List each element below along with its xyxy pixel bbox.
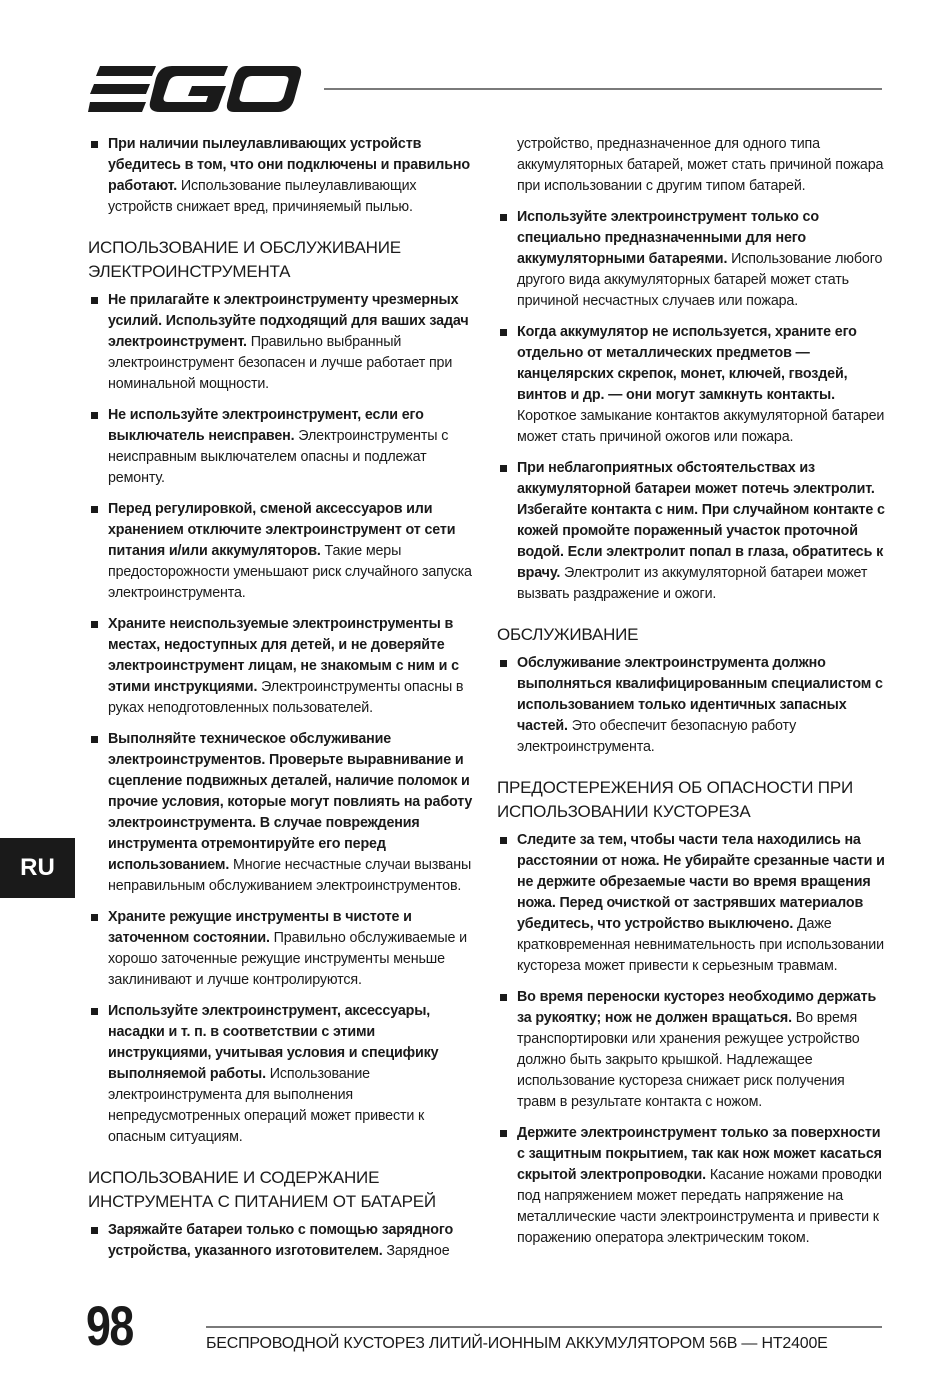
footer-title: БЕСПРОВОДНОЙ КУСТОРЕЗ ЛИТИЙ-ИОННЫМ АККУМУЛЯТОРОМ 56В — HT2400E [206,1335,828,1352]
list-item [497,458,885,605]
footer-rule [206,1326,882,1328]
bullet-square-icon [91,621,98,628]
bullet-square-icon [500,1130,507,1137]
list-item [88,614,474,719]
section-heading: ОБСЛУЖИВАНИЕ [497,625,639,644]
item-text: Короткое замыкание контактов аккумуляторной батареи может стать причиной ожогов или пожара. [517,408,885,445]
bullet-square-icon [91,297,98,304]
list-item [88,405,474,489]
list-item [497,1123,885,1249]
bullet-square-icon [500,214,507,221]
bullet-square-icon [500,837,507,844]
item-bold-text: Не прилагайте к электроинструменту чрезмерных усилий. Используйте подходящий для ваших задач электроинструмент. [108,292,469,350]
item-text: Даже кратковременная невнимательность при использовании кустореза может привести к серьезным травмам. [517,916,884,974]
section-heading: ИСПОЛЬЗОВАНИЕ И СОДЕРЖАНИЕ ИНСТРУМЕНТА С ПИТАНИЕМ ОТ БАТАРЕЙ [88,1168,436,1211]
list-item [497,322,885,448]
item-text: Использование любого другого вида аккумуляторных батарей может стать причиной несчастных случаев или пожара. [517,251,883,309]
item-bold-text: Перед регулировкой, сменой аксессуаров или хранением отключите электроинструмент от сети питания и/или аккумуляторов. [108,501,456,559]
bullet-square-icon [91,141,98,148]
bullet-square-icon [91,412,98,419]
left-column [88,134,474,1272]
list-item [88,290,474,395]
list-item [88,729,474,897]
item-bold-text: Держите электроинструмент только за поверхности с защитным покрытием, так как нож может касаться скрытой электропроводки. [517,1125,882,1183]
item-bold-text: Используйте электроинструмент, аксессуары, насадки и т. п. в соответствии с этими инструкциями, учитывая условия и специфику выполняемой работы. [108,1003,439,1082]
bullet-square-icon [500,994,507,1001]
item-bold-text: Храните неиспользуемые электроинструменты в местах, недоступных для детей, и не доверяйте электроинструмент лицам, не знакомым с ним и с этими инструкциями. [108,616,459,695]
item-bold-text: Следите за тем, чтобы части тела находились на расстоянии от ножа. Не убирайте срезанные части и не держите обрезаемые части во время вращения ножа. Перед очисткой от застрявших материалов убедитесь, что устройство выключено. [517,832,885,932]
item-text: Использование электроинструмента для выполнения непредусмотренных операций может привести к опасным ситуациям. [108,1066,425,1145]
item-bold-text: Используйте электроинструмент только со специально предназначенными для него аккумуляторными батареями. [517,209,819,267]
item-text: Зарядное [382,1243,450,1259]
language-tab [0,838,75,898]
item-text: Многие несчастные случаи вызваны неправильным обслуживанием электроинструментов. [108,857,472,894]
item-text: Правильно обслуживаемые и хорошо заточенные режущие инструменты меньше заклинивают и лучше контролируются. [108,930,467,988]
item-text: Касание ножами проводки под напряжением может передать напряжение на металлические части электроинструмента и привести к поражению оператора электрическим током. [517,1167,882,1246]
item-bold-text: Во время переноски кусторез необходимо держать за рукоятку; нож не должен вращаться. [517,989,877,1026]
item-text: Во время транспортировки или хранения режущее устройство должно быть закрыто крышкой. Надлежащее использование кустореза снижает риск получения травм в результате контакта с ножом. [517,1010,860,1110]
bullet-square-icon [500,465,507,472]
bullet-square-icon [500,660,507,667]
right-column [497,134,885,1259]
item-text: Использование пылеулавливающих устройств снижает вред, причиняемый пылью. [108,178,417,215]
item-bold-text: Когда аккумулятор не используется, храните его отдельно от металлических предметов — канцелярских скрепок, монет, ключей, гвоздей, винтов и др. — они могут замкнуть контакты. [517,324,857,403]
item-text: Это обеспечит безопасную работу электроинструмента. [517,718,797,755]
bullet-square-icon [91,914,98,921]
item-text: Правильно выбранный электроинструмент безопасен и лучше работает при номинальной мощности. [108,334,453,392]
item-bold-text: Выполняйте техническое обслуживание электроинструментов. Проверьте выравнивание и сцепление подвижных деталей, наличие поломок и прочие условия, которые могут повлиять на работу электроинструмента. В случае повреждения инструмента отремонтируйте его перед использованием. [108,731,473,873]
section-heading: ПРЕДОСТЕРЕЖЕНИЯ ОБ ОПАСНОСТИ ПРИ ИСПОЛЬЗОВАНИИ КУСТОРЕЗА [497,778,853,821]
list-item [497,653,885,758]
bullet-square-icon [91,1227,98,1234]
list-item [88,1220,474,1262]
item-bold-text: Храните режущие инструменты в чистоте и заточенном состоянии. [108,909,412,946]
list-item [497,207,885,312]
continued-text: устройство, предназначенное для одного типа аккумуляторных батарей, может стать причиной пожара при использовании с другим типом батарей. [517,136,884,194]
item-text: Электроинструменты опасны в руках неподготовленных пользователей. [108,679,464,716]
bullet-square-icon [91,736,98,743]
bullet-square-icon [500,329,507,336]
language-tab-label: RU [20,854,55,881]
item-text: Электролит из аккумуляторной батареи может вызвать раздражение и ожоги. [517,565,868,602]
bullet-square-icon [91,506,98,513]
item-bold-text: Не используйте электроинструмент, если его выключатель неисправен. [108,407,424,444]
item-bold-text: При наличии пылеулавливающих устройств убедитесь в том, что они подключены и правильно работают. [108,136,470,194]
list-item [497,830,885,977]
bullet-square-icon [91,1008,98,1015]
item-bold-text: При неблагоприятных обстоятельствах из аккумуляторной батареи может потечь электролит. Избегайте контакта с ним. При случайном контакте с кожей промойте пораженный участок проточной водой. Если электролит попал в глаза, обратитесь к врачу. [517,460,885,581]
list-item [88,499,474,604]
item-bold-text: Обслуживание электроинструмента должно выполняться квалифицированным специалистом с использованием только идентичных запасных частей. [517,655,883,734]
list-item [88,1001,474,1148]
list-item [88,134,474,218]
page-number: 98 [86,1294,133,1357]
ego-logo [88,64,302,114]
header-rule [324,88,882,90]
section-heading: ИСПОЛЬЗОВАНИЕ И ОБСЛУЖИВАНИЕ ЭЛЕКТРОИНСТРУМЕНТА [88,238,401,281]
list-item [88,907,474,991]
list-item [497,987,885,1113]
item-text: Электроинструменты с неисправным выключателем опасны и подлежат ремонту. [108,428,449,486]
item-bold-text: Заряжайте батареи только с помощью зарядного устройства, указанного изготовителем. [108,1222,454,1259]
item-text: Такие меры предосторожности уменьшают риск случайного запуска электроинструмента. [108,543,472,601]
